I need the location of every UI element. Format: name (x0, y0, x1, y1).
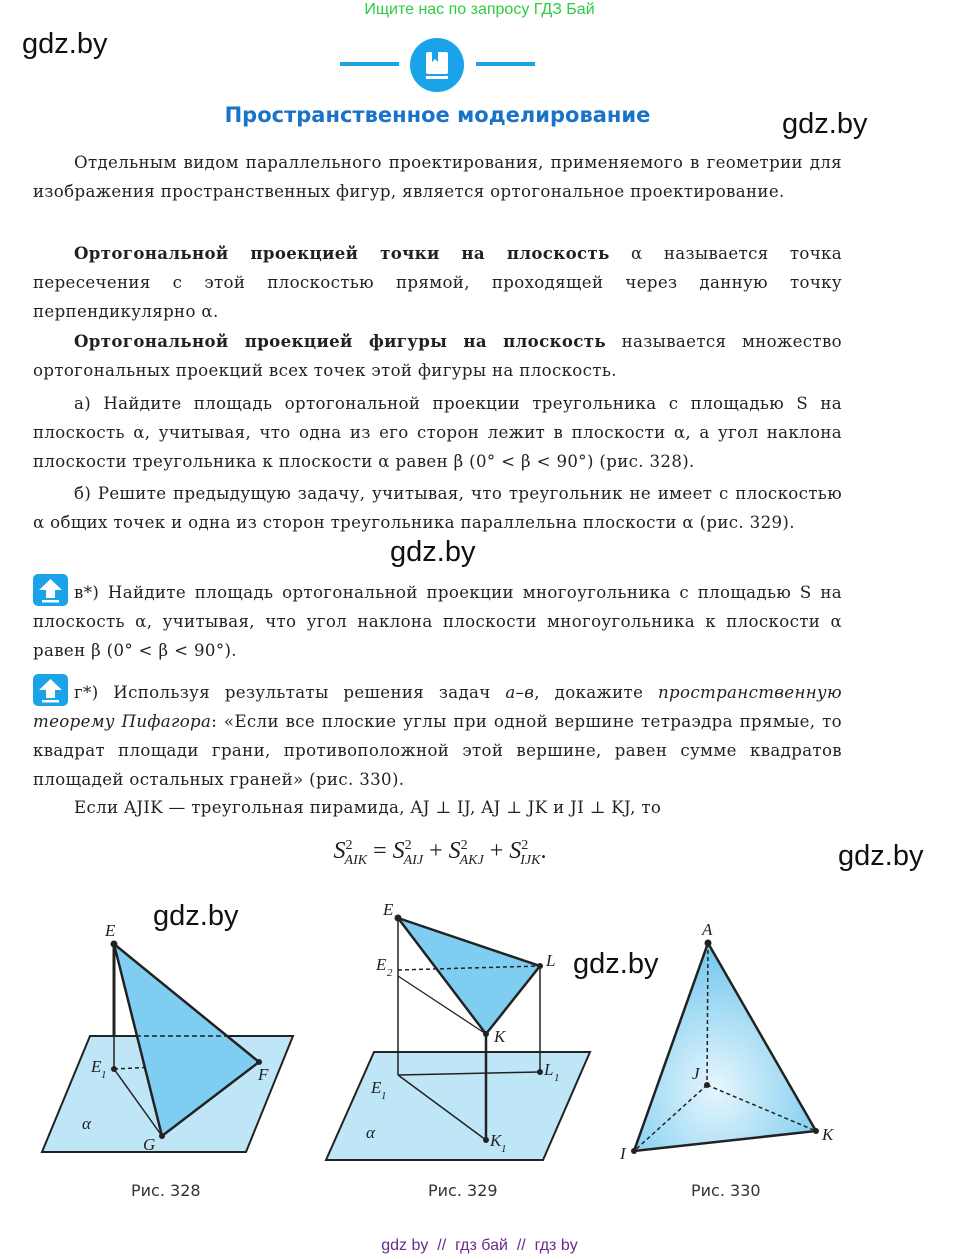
svg-text:2: 2 (387, 967, 393, 979)
watermark: gdz.by (573, 948, 659, 980)
caption-figure-329: Рис. 329 (428, 1181, 498, 1200)
watermark: gdz.by (782, 108, 868, 140)
figure-328 (0, 900, 310, 1170)
svg-text:I: I (620, 1144, 626, 1163)
pyramid-condition: Если AJIK — треугольная пирамида, AJ ⊥ IJ, AJ ⊥ JK и JI ⊥ KJ, то (74, 798, 662, 817)
divider-right (476, 62, 535, 66)
paragraph-point-projection: Ортогональной проекцией точки на плоскость α называется точка пересечения с этой плоскостью прямой, проходящей через данную точку перпендикулярно α. (33, 243, 842, 321)
svg-text:1: 1 (381, 1090, 387, 1102)
book-icon (410, 38, 464, 92)
triangle-ELK (398, 918, 540, 1034)
svg-text:L: L (544, 1060, 554, 1079)
caption-figure-330: Рис. 330 (691, 1181, 761, 1200)
task-a: а) Найдите площадь ортогональной проекции треугольника с площадью S на плоскость α, учитывая, что одна из его сторон лежит в плоскости α, а угол наклона плоскости треугольника к плоскости α равен β (0° < β < 90°) (рис. 328). (33, 394, 842, 471)
svg-text:α: α (366, 1123, 375, 1142)
svg-text:E: E (371, 1078, 382, 1097)
svg-text:A: A (702, 920, 713, 939)
svg-text:α: α (82, 1114, 91, 1133)
watermark: gdz.by (838, 840, 924, 872)
pythagoras-formula: $S^2_{AIK} = S^2_{AIJ} + S^2_{AKJ} + S^2_{IJK}$. (333, 838, 547, 868)
task-g: г*) Используя результаты решения задач а–в, докажите пространственную теорему Пифагора: «Если все плоские углы при одной вершине тетраэдра прямые, то квадрат площади грани, противоположной этой вершине, равен сумме квадратов площадей остальных граней» (рис. 330). (33, 683, 842, 789)
paragraph-intro: Отдельным видом параллельного проектирования, применяемого в геометрии для изображения пространственных фигур, является ортогональное проектирование. (33, 153, 842, 201)
figure-329 (310, 900, 610, 1170)
task-v: в*) Найдите площадь ортогональной проекции многоугольника с площадью S на плоскость α, учитывая, что угол наклона плоскости многоугольника к плоскости α равен β (0° < β < 90°). (33, 583, 842, 660)
page-title: Пространственное моделирование (224, 103, 651, 127)
paragraph-figure-projection: Ортогональной проекцией фигуры на плоскость называется множество ортогональных проекций всех точек этой фигуры на плоскость. (33, 331, 842, 380)
footer-watermark: gdz by // гдз бай // гдз by (381, 1237, 578, 1254)
svg-text:G: G (143, 1135, 156, 1154)
caption-figure-328: Рис. 328 (131, 1181, 201, 1200)
svg-text:E: E (376, 955, 387, 974)
svg-text:1: 1 (101, 1069, 107, 1081)
svg-text:K: K (822, 1125, 834, 1144)
tetrahedron (634, 943, 816, 1151)
watermark: gdz.by (390, 536, 476, 568)
divider-left (340, 62, 399, 66)
svg-text:J: J (692, 1064, 700, 1083)
svg-text:L: L (546, 951, 556, 970)
watermark: gdz.by (153, 900, 239, 932)
watermark: gdz.by (22, 28, 108, 60)
svg-text:E: E (91, 1057, 102, 1076)
figure-330 (610, 915, 850, 1175)
svg-text:K: K (490, 1131, 502, 1150)
svg-text:F: F (258, 1065, 269, 1084)
svg-text:1: 1 (501, 1143, 507, 1155)
search-banner: Ищите нас по запросу ГДЗ Бай (364, 1, 595, 18)
task-b: б) Решите предыдущую задачу, учитывая, что треугольник не имеет с плоскостью α общих точек и одна из сторон треугольника параллельна плоскости α (рис. 329). (33, 484, 842, 532)
svg-text:1: 1 (554, 1072, 560, 1084)
svg-text:E: E (383, 900, 394, 919)
svg-text:K: K (494, 1027, 506, 1046)
svg-text:E: E (105, 921, 116, 940)
